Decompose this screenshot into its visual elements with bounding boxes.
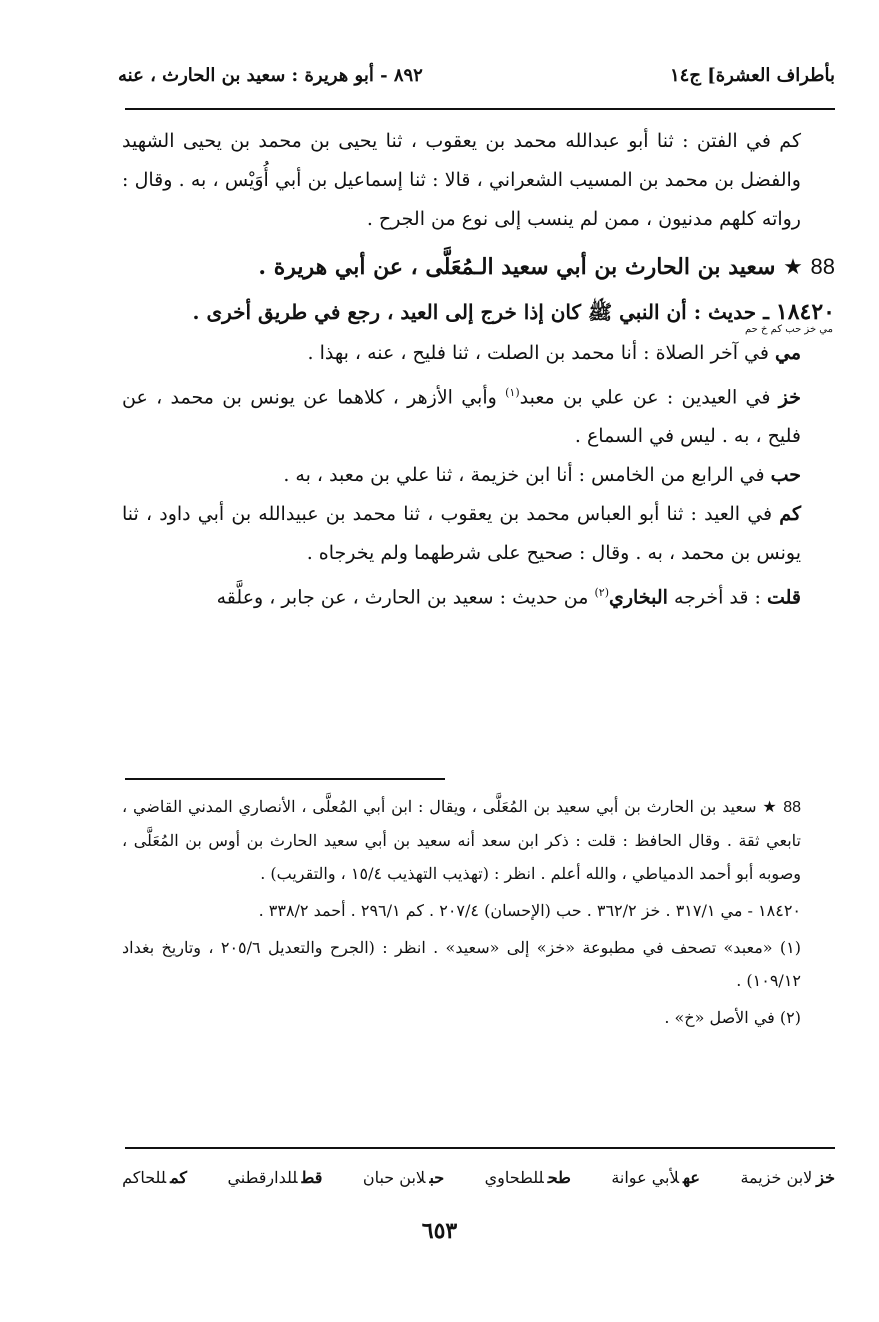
source-code: كم — [779, 503, 801, 526]
hadith-sigla: مي خز حب كم خ حم — [745, 324, 833, 335]
footnote-narrator-number: 88 — [783, 799, 802, 816]
star-icon: ★ — [762, 797, 778, 816]
abbreviation-key — [122, 1160, 835, 1194]
source-hb — [122, 456, 835, 495]
source-text: في العيد : ثنا أبو العباس محمد بن يعقوب ، ثنا محمد بن عبيدالله بن أبي داود ، ثنا يونس بن محمد ، به . وقال : صحيح على شرطهما ولم يخرجاه . — [122, 503, 801, 565]
source-text: في الرابع من الخامس : أنا ابن خزيمة ، ثنا علي بن معبد ، به . — [283, 464, 765, 487]
footnote-narrator-text: سعيد بن الحارث بن أبي سعيد بن المُعَلَّى ، ويقال : ابن أبي المُعلَّى ، الأنصاري المدني القاضي ، تابعي ثقة . وقال الحافظ : قلت : ذكر ابن سعد أنه سعيد بن أبي سعيد الحارث بن أوس بن المُعَلَّى ، وصوبه أبو أحمد الدمياطي ، والله أعلم . انظر : (تهذيب التهذيب ١٥/٤ ، والتقريب) . — [122, 797, 801, 883]
footnote-ref-1: (١) — [505, 386, 520, 399]
star-icon: ★ — [783, 255, 803, 280]
source-code: حب — [770, 464, 801, 487]
footnote-ref-2: (٢) — [594, 586, 609, 600]
source-code: خز — [778, 386, 801, 409]
source-text: في العيدين : عن علي بن معبد — [519, 386, 771, 409]
source-km — [122, 495, 835, 573]
source-code: مي — [774, 342, 801, 364]
footnote-divider — [125, 778, 445, 780]
abbreviation-item: خزلابن خزيمة — [740, 1167, 835, 1187]
source-mi — [122, 334, 835, 373]
abbreviation-item: عهلأبي عوانة — [611, 1167, 700, 1187]
note-text: : قد أخرجه — [673, 586, 761, 609]
main-text — [122, 122, 835, 618]
footnote-hadith-refs: ١٨٤٢٠ - مي ٣١٧/١ . خز ٣٦٢/٢ . حب (الإحسان) ٢٠٧/٤ . كم ٢٩٦/١ . أحمد ٣٣٨/٢ . — [258, 901, 801, 920]
footnotes — [122, 790, 835, 1034]
source-khz — [122, 373, 835, 456]
running-header — [118, 58, 835, 92]
abbreviation-item: كمللحاكم — [122, 1167, 187, 1187]
header-book-title: بأطراف العشرة] ج١٤ — [669, 64, 835, 86]
hadith-text: ـ حديث : أن النبي ﷺ كان إذا خرج إلى العيد ، رجع في طريق أخرى . — [192, 300, 769, 324]
narrator-name: سعيد بن الحارث بن أبي سعيد الـمُعَلَّى ، عن أبي هريرة . — [258, 254, 776, 280]
source-text-cont: وأبي الأزهر ، كلاهما عن يونس بن محمد ، عن فليح ، به . ليس في السماع . — [122, 386, 801, 448]
footnote-1: (١) «معبد» تصحف في مطبوعة «خز» إلى «سعيد» . انظر : (الجرح والتعديل ٢٠٥/٦ ، وتاريخ بغداد ١٠٩/١٢) . — [122, 938, 802, 990]
paragraph-fitan: كم في الفتن : ثنا أبو عبدالله محمد بن يعقوب ، ثنا يحيى بن محمد بن يحيى الشهيد والفضل بن محمد بن المسيب الشعراني ، قالا : ثنا إسماعيل بن أبي أُوَيْس ، به . وقال : رواته كلهم مدنيون ، ممن لم ينسب إلى نوع من الجرح . — [122, 130, 801, 230]
note-lead: قلت — [766, 586, 801, 609]
page-number: ٦٥٣ — [421, 1218, 458, 1244]
hadith-entry — [122, 294, 835, 336]
note-text-cont: من حديث : سعيد بن الحارث ، عن جابر ، وعلَّقه — [216, 586, 589, 609]
note-bukhari: البخاري — [608, 586, 668, 609]
header-section-title: ٨٩٢ - أبو هريرة : سعيد بن الحارث ، عنه — [118, 64, 423, 86]
abbreviation-item: قطللدارقطني — [227, 1167, 323, 1187]
source-text: في آخر الصلاة : أنا محمد بن الصلت ، ثنا فليح ، عنه ، بهذا . — [307, 342, 769, 364]
hadith-number: ١٨٤٢٠ — [775, 299, 835, 325]
narrator-heading — [122, 245, 835, 290]
footnote-2: (٢) في الأصل «خ» . — [664, 1008, 801, 1027]
header-divider — [125, 108, 835, 110]
abbreviation-divider — [125, 1147, 835, 1149]
abbreviation-item: حبلابن حبان — [362, 1167, 445, 1187]
abbreviation-item: طحللطحاوي — [484, 1167, 571, 1187]
narrator-number: 88 — [810, 254, 835, 279]
editor-note — [122, 573, 835, 617]
footnote-narrator — [122, 790, 835, 890]
